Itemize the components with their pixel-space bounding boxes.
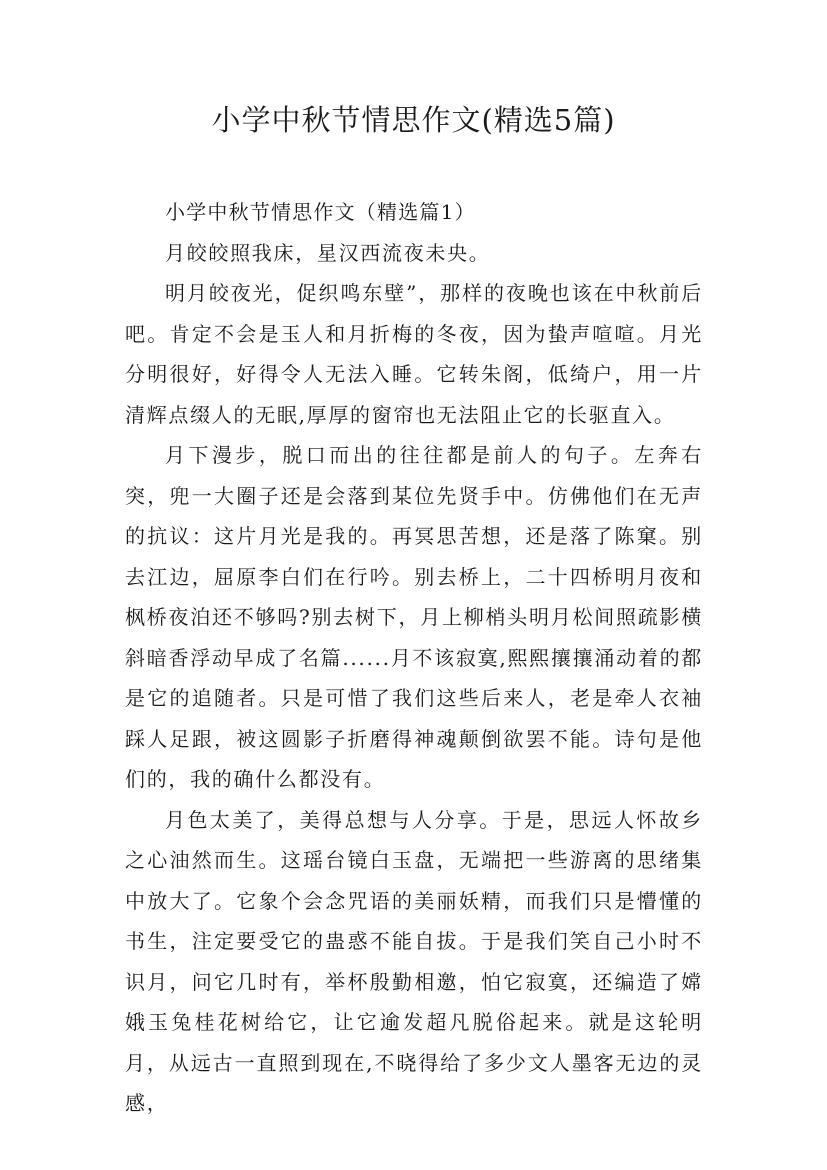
paragraph: 月色太美了，美得总想与人分享。于是，思远人怀故乡之心油然而生。这瑶台镜白玉盘，无端把一些游离的思绪集中放大了。它象个会念咒语的美丽妖精，而我们只是懵懂的书生，注定要受它的蛊惑不能自拔。于是我们笑自己小时不识月，问它几时有，举杯殷勤相邀，怕它寂寞，还编造了嫦娥玉兔桂花树给它，让它逾发超凡脱俗起来。就是这轮明月，从远古一直照到现在,不晓得给了多少文人墨客无边的灵感， (125, 807, 703, 1115)
paragraph: 明月皎夜光，促织鸣东壁”，那样的夜晚也该在中秋前后吧。肯定不会是玉人和月折梅的冬夜，因为蛰声喧喧。月光分明很好，好得令人无法入睡。它转朱阁，低绮户，用一片清辉点缀人的无眠,厚厚的窗帘也无法阻止它的长驱直入。 (125, 281, 703, 427)
section-heading: 小学中秋节情思作文（精选篇1） (165, 200, 476, 224)
document-body (125, 192, 703, 1124)
document-title: 小学中秋节情思作文(精选5篇) (211, 103, 616, 137)
paragraph-poem-line: 月皎皎照我床，星汉西流夜未央。 (165, 240, 491, 265)
paragraph: 月下漫步，脱口而出的往往都是前人的句子。左奔右突，兜一大圈子还是会落到某位先贤手中。仿佛他们在无声的抗议：这片月光是我的。再冥思苦想，还是落了陈窠。别去江边，屈原李白们在行吟。别去桥上，二十四桥明月夜和枫桥夜泊还不够吗?别去树下，月上柳梢头明月松间照疏影横斜暗香浮动早成了名篇......月不该寂寞,熙熙攘攘涌动着的都是它的追随者。只是可惜了我们这些后来人，老是牵人衣袖踩人足跟，被这圆影子折磨得神魂颠倒欲罢不能。诗句是他们的，我的确什么都没有。 (125, 443, 703, 791)
